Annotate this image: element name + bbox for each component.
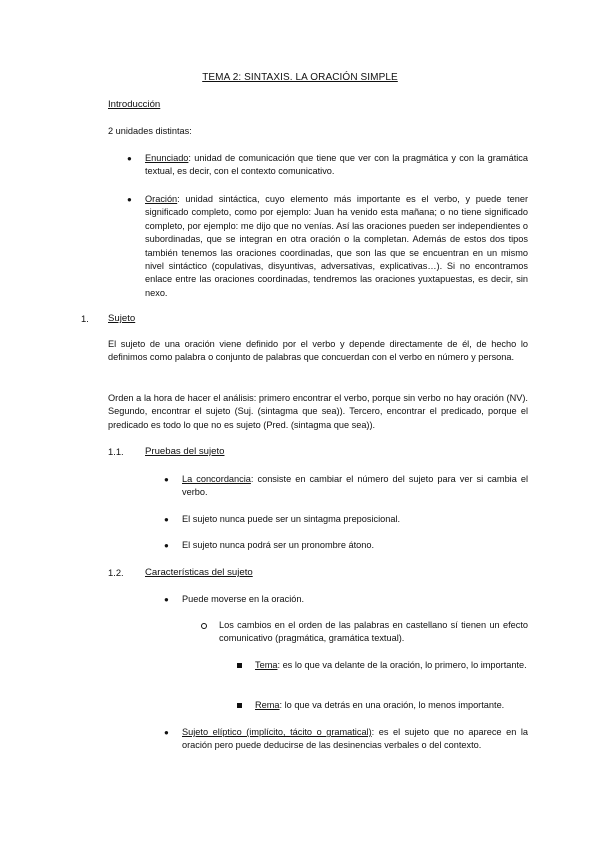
list-item-concordancia: [182, 473, 528, 500]
list-item-orden-palabras: Los cambios en el orden de las palabras en castellano sí tienen un efecto comunicativo (pragmática, gramática textual).: [219, 620, 528, 644]
paragraph-sujeto-definicion: El sujeto de una oración viene definido por el verbo y depende directamente de él, de hecho lo definimos como palabra o conjunto de palabras que concuerdan con el verbo en número y persona.: [108, 339, 528, 363]
bullet-icon: ●: [164, 595, 169, 604]
text-enunciado: : unidad de comunicación que tiene que ver con la pragmática y con la gramática textual, es decir, con el contexto comunicativo.: [145, 153, 528, 177]
bullet-icon: ●: [127, 154, 132, 163]
text-oracion: : unidad sintáctica, cuyo elemento más importante es el verbo, y puede tener significado completo, como por ejemplo: Juan ha venido esta mañana; o no tiene significado completo, por ejemplo: me dijo que no venías. Así las oraciones pueden ser independientes o subordinadas, que se integran en otra oración o la completan. Además de estos dos tipos también tenemos las oraciones coordinadas, que son las que se encuentran en un mismo nivel sintáctico (copulativas, disyuntivas, adversativas, explicativas…). Si no encontramos enlace entre las oraciones coordinadas, tendremos las oraciones yuxtapuestas, es decir, sin nexo.: [145, 194, 528, 298]
term-enunciado: Enunciado: [145, 153, 189, 163]
text-sujeto-eliptico: : es el sujeto que no aparece en la oración pero puede deducirse de las desinencias verbales o del contexto.: [182, 727, 528, 751]
bullet-icon: ●: [164, 728, 169, 737]
subsection-number: 1.1.: [108, 446, 124, 457]
list-item-moverse: Puede moverse en la oración.: [182, 594, 305, 604]
list-item-oracion: [145, 193, 528, 300]
term-sujeto-eliptico: Sujeto elíptico (implícito, tácito o gramatical): [182, 727, 372, 737]
term-rema: Rema: [255, 700, 280, 710]
list-item-sujeto-eliptico: [182, 726, 528, 753]
paragraph-orden-analisis: Orden a la hora de hacer el análisis: primero encontrar el verbo, porque sin verbo no hay oración (NV). Segundo, encontrar el sujeto (Suj. (sintagma que sea)). Tercero, encontrar el predicado, porque el predicado es todo lo que no es sujeto (Pred. (sintagma que sea)).: [108, 393, 528, 430]
subsection-heading-caracteristicas: Características del sujeto: [145, 567, 253, 578]
subsection-heading-pruebas: Pruebas del sujeto: [145, 446, 225, 457]
list-item-tema: [255, 659, 528, 672]
intro-heading: Introducción: [108, 99, 161, 110]
text-rema: : lo que va detrás en una oración, lo menos importante.: [279, 700, 505, 710]
section-heading-sujeto: Sujeto: [108, 313, 136, 324]
square-bullet-icon: [237, 663, 242, 668]
bullet-icon: ●: [164, 475, 169, 484]
list-item-atono: El sujeto nunca podrá ser un pronombre átono.: [182, 540, 375, 550]
term-oracion: Oración: [145, 194, 178, 204]
term-tema: Tema: [255, 660, 278, 670]
intro-lead: 2 unidades distintas:: [108, 126, 192, 136]
bullet-icon: ●: [127, 195, 132, 204]
bullet-icon: ●: [164, 541, 169, 550]
square-bullet-icon: [237, 703, 242, 708]
term-concordancia: La concordancia: [182, 474, 251, 484]
text-tema: : es lo que va delante de la oración, lo primero, lo importante.: [277, 660, 527, 670]
list-item-enunciado: [145, 152, 528, 179]
bullet-icon: ●: [164, 515, 169, 524]
circle-bullet-icon: [201, 623, 207, 629]
list-item-preposicional: El sujeto nunca puede ser un sintagma preposicional.: [182, 514, 401, 524]
section-number: 1.: [81, 313, 89, 324]
document-title: TEMA 2: SINTAXIS. LA ORACIÓN SIMPLE: [202, 72, 398, 83]
list-item-rema: [255, 699, 528, 712]
text-concordancia: : consiste en cambiar el número del sujeto para ver si cambia el verbo.: [182, 474, 529, 498]
subsection-number: 1.2.: [108, 567, 124, 578]
